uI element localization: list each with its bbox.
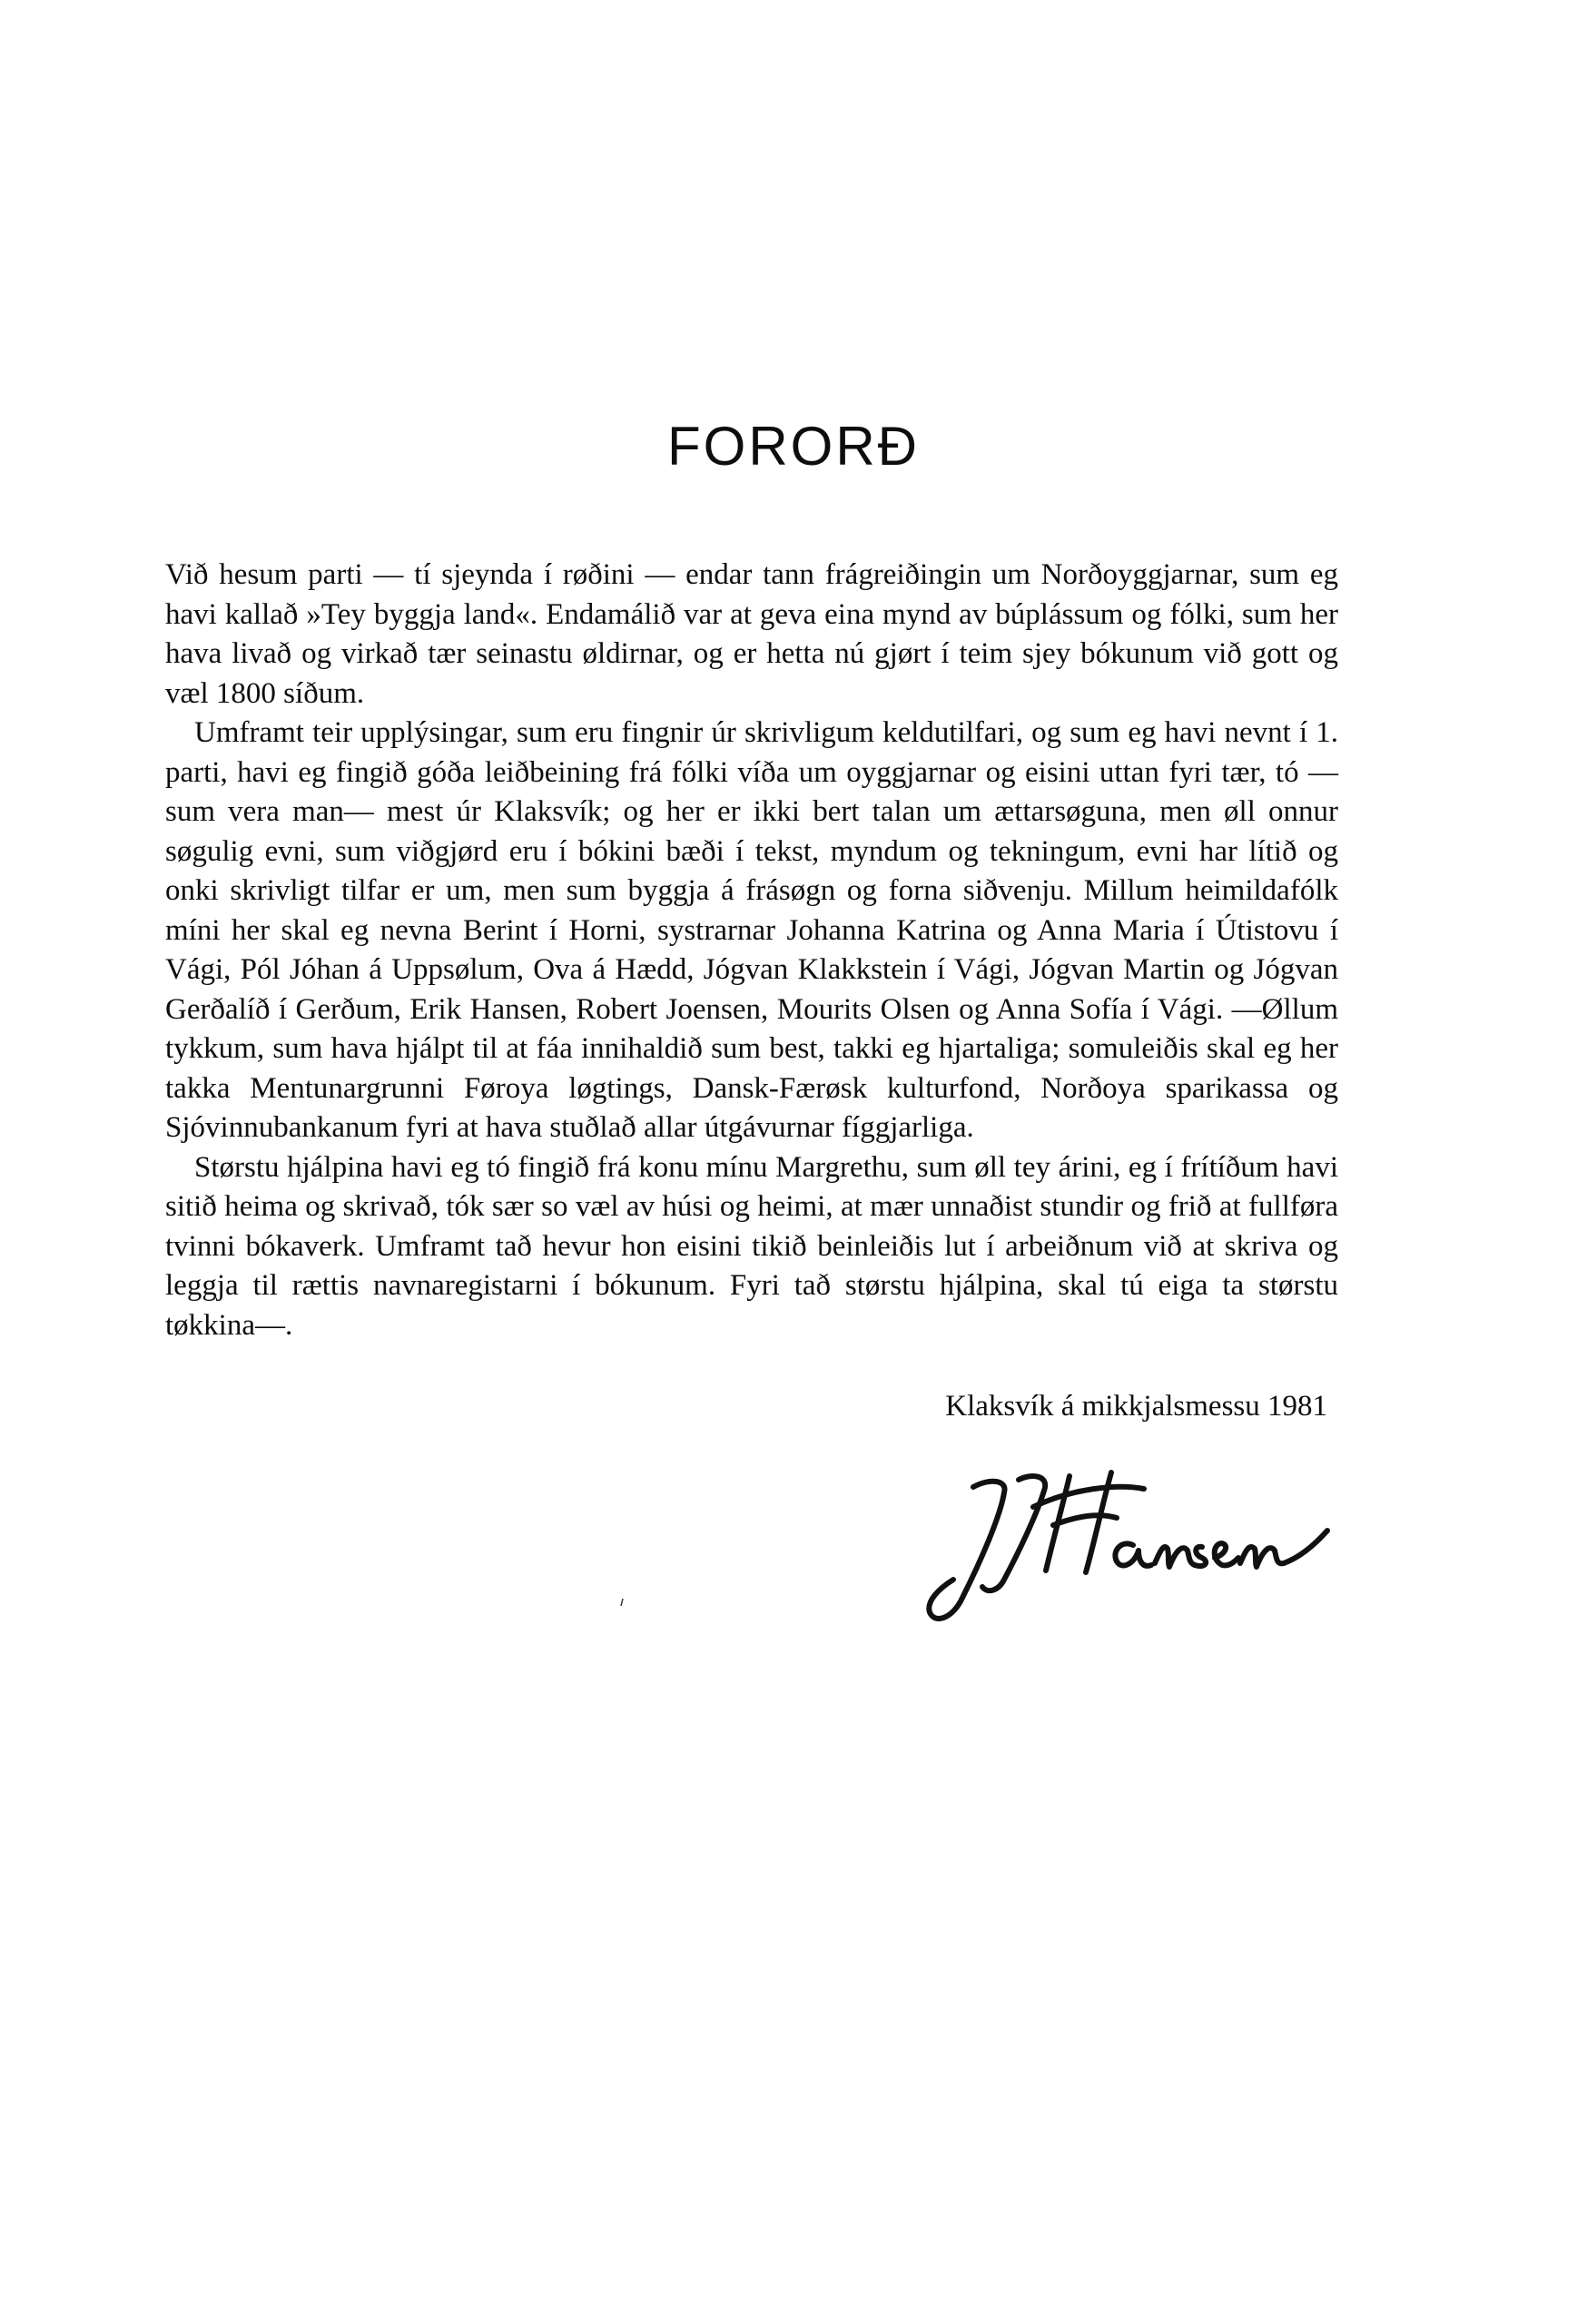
paragraph-3: Størstu hjálpina havi eg tó fingið frá konu mínu Margrethu, sum øll tey árini, eg í frítíðum havi sitið heima og skrivað, tók sær so væl av húsi og heimi, at mær unnaðist stundir og frið at fullføra tvinni bókaverk. Umframt tað hevur hon eisini tikið beinleiðis lut í arbeiðnum við at skriva og leggja til rættis navnaregistarni í bókunum. Fyri tað størstu hjálpina, skal tú eiga ta størstu tøkkina—.: [165, 1150, 1338, 1342]
page-title: FORORÐ: [667, 416, 920, 477]
paragraph-2: Umframt teir upplýsingar, sum eru fingnir úr skrivligum keldutilfari, og sum eg havi nevnt í 1. parti, havi eg fingið góða leiðbeining frá fólki víða um oyggjarnar og eisini uttan fyri tær, tó —sum vera man— mest úr Klaksvík; og her er ikki bert talan um ættarsøguna, men øll onnur søgulig evni, sum viðgjørd eru í bókini bæði í tekst, myndum og tekningum, evni har lítið og onki skrivligt tilfar er um, men sum byggja á frásøgn og forna siðvenju. Millum heimildafólk míni her skal eg nevna Berint í Horni, systrarnar Johanna Katrina og Anna Maria í Útistovu í Vági, Pól Jóhan á Uppsølum, Ova á Hædd, Jógvan Klakkstein í Vági, Jógvan Martin og Jógvan Gerðalíð í Gerðum, Erik Hansen, Robert Joensen, Mourits Olsen og Anna Sofía í Vági. —Øllum tykkum, sum hava hjálpt til at fáa innihaldið sum best, takki eg hjartaliga; somuleiðis skal eg her takka Mentunargrunni Føroya løgtings, Dansk-Færøsk kulturfond, Norðoya sparikassa og Sjóvinnubankanum fyri at hava stuðlað allar útgávurnar fíggjarliga.: [165, 716, 1338, 1144]
scan-mark: [619, 1598, 625, 1607]
body-text: [165, 556, 1338, 1345]
signature: [917, 1452, 1344, 1634]
paragraph-1: Við hesum parti — tí sjeynda í røðini — endar tann frágreiðingin um Norðoyggjarnar, sum eg havi kallað »Tey byggja land«. Endamálið var at geva eina mynd av búplássum og fólki, sum her hava livað og virkað tær seinastu øldirnar, og er hetta nú gjørt í teim sjey bókunum við gott og væl 1800 síðum.: [165, 558, 1338, 710]
closing-place-date: Klaksvík á mikkjalsmessu 1981: [945, 1390, 1327, 1423]
